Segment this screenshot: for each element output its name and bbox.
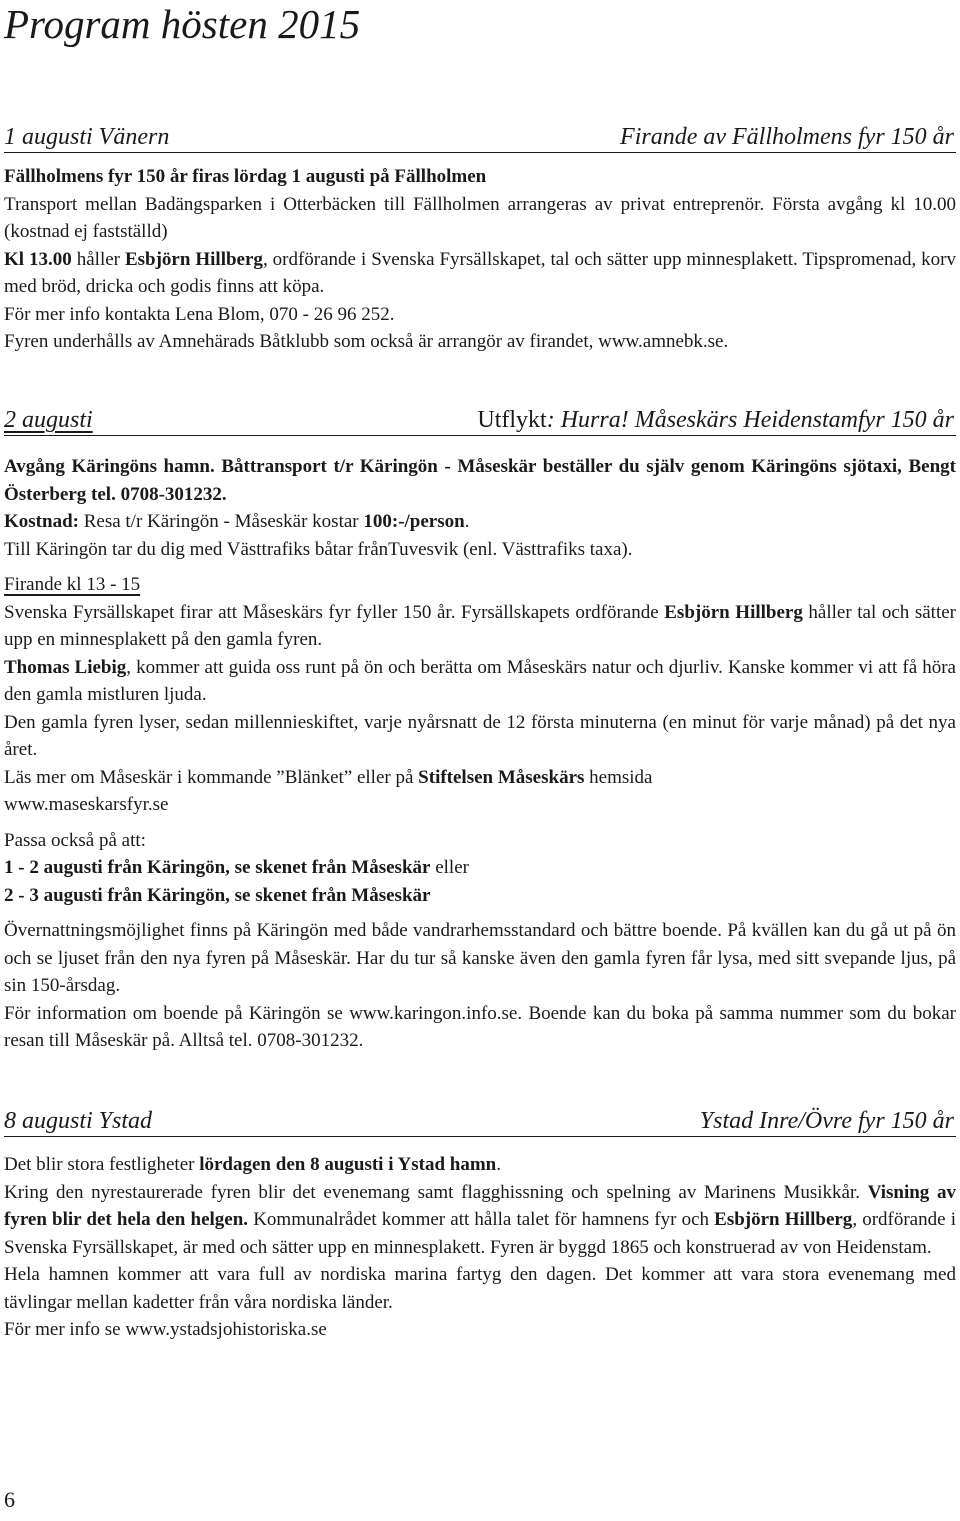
section-ystad — [4, 1106, 956, 1344]
paragraph — [4, 246, 956, 301]
text: eller — [430, 857, 469, 878]
section-body — [4, 1151, 956, 1344]
paragraph: För information om boende på Käringön se www.karingon.info.se. Boende kan du boka på samma nummer som du bokar resan till Måseskär på. Alltså tel. 0708-301232. — [4, 1002, 956, 1051]
bold-text: Kostnad: — [4, 511, 79, 532]
page-number: 6 — [4, 1487, 15, 1512]
section-date: 8 augusti Ystad — [4, 1108, 153, 1134]
paragraph: Passa också på att: — [4, 829, 146, 851]
paragraph — [4, 764, 956, 792]
section-body — [4, 453, 956, 1055]
bold-text: lördagen den 8 augusti i Ystad hamn — [199, 1154, 497, 1175]
paragraph: För mer info se www.ystadsjohistoriska.se — [4, 1319, 327, 1340]
paragraph — [4, 1151, 956, 1179]
paragraph: För mer info kontakta Lena Blom, 070 - 26 96 252. — [4, 303, 395, 325]
spacer — [4, 909, 956, 917]
bold-text: Avgång Käringöns hamn. — [4, 456, 215, 477]
paragraph: Transport mellan Badängsparken i Otterbäcken till Fällholmen arrangeras av privat entreprenör. Första avgång kl 10.00 (kostnad ej fastställd) — [4, 193, 956, 242]
spacer — [4, 563, 956, 571]
text: . — [464, 511, 470, 532]
paragraph — [4, 654, 956, 709]
section-vanern — [4, 122, 956, 356]
paragraph: Hela hamnen kommer att vara full av nordiska marina fartyg den dagen. Det kommer att vara stora evenemang med tävlingar mellan kadetter från våra nordiska länder. — [4, 1264, 956, 1313]
paragraph — [4, 599, 956, 654]
paragraph — [4, 453, 956, 508]
section-event-title: Ystad Inre/Övre fyr 150 år — [699, 1108, 954, 1134]
bold-text: Thomas Liebig — [4, 656, 127, 678]
text: , ordförande i Svenska Fyrsällskapet, tal och sätter upp minnesplakett. Tipspromenad, korv med bröd, dricka och godis finns att köpa. — [4, 248, 956, 297]
document-page — [4, 0, 956, 1521]
section-date: 1 augusti Vänern — [4, 124, 170, 150]
spacer — [4, 819, 956, 827]
section-maseskar — [4, 405, 956, 1055]
text: Kommunalrådet kommer att hålla talet för hamnens fyr och — [248, 1209, 715, 1230]
bold-text: Esbjörn Hillberg — [124, 248, 263, 270]
paragraph: Fyren underhålls av Amnehärads Båtklubb som också är arrangör av firandet, www.amnebk.se. — [4, 331, 729, 352]
text: Svenska Fyrsällskapet firar att Måseskärs fyr fyller 150 år. Fyrsällskapets ordförande — [4, 601, 665, 623]
paragraph: Den gamla fyren lyser, sedan millennieskiftet, varje nyårsnatt de 12 första minuterna (en minut för varje månad) på det nya året. — [4, 711, 956, 760]
bold-text: Visning av fyren blir det hela den helgen. — [4, 1181, 956, 1230]
bold-text: 100:-/person — [363, 511, 465, 532]
text: Utflykt — [477, 407, 547, 433]
section-event-title — [477, 405, 954, 435]
section-event-title: Firande av Fällholmens fyr 150 år — [620, 124, 954, 150]
text: , ordförande i Svenska Fyrsällskapet, är med och sätter upp en minnesplakett. Fyren är byggd 1865 och konstruerad av von Heidenstam. — [4, 1209, 956, 1258]
paragraph — [4, 508, 956, 536]
text: : Hurra! Måseskärs Heidenstamfyr 150 år — [546, 407, 954, 433]
text: Det blir stora festligheter — [4, 1154, 200, 1175]
bold-text: Båttransport t/r Käringön - Måseskär beställer du själv genom Käringöns sjötaxi, Bengt Österberg tel. 0708-301232. — [4, 456, 957, 505]
text: Kring den nyrestaurerade fyren blir det evenemang samt flagghissning och spelning av Marinens Musikkår. — [4, 1181, 868, 1203]
bold-text: 1 - 2 augusti från Käringön, se skenet från Måseskär — [4, 857, 431, 878]
bold-text: Stiftelsen Måseskärs — [418, 766, 585, 788]
text: hemsida — [584, 766, 653, 788]
paragraph — [4, 1179, 956, 1262]
text: Läs mer om Måseskär i kommande ”Blänket” eller på — [4, 766, 419, 788]
text: . — [496, 1154, 501, 1175]
text: , kommer att guida oss runt på ön och berätta om Måseskärs natur och djurliv. Kanske kommer vi att få höra den gamla mistluren ljuda. — [4, 656, 956, 705]
page-title: Program hösten 2015 — [4, 1, 361, 47]
link-text: www.maseskarsfyr.se — [4, 794, 169, 815]
paragraph: 2 - 3 augusti från Käringön, se skenet från Måseskär — [4, 884, 431, 906]
text: Resa t/r Käringön - Måseskär kostar — [78, 511, 364, 532]
paragraph: Till Käringön tar du dig med Västtrafiks båtar frånTuvesvik (enl. Västtrafiks taxa). — [4, 538, 633, 560]
bold-text: Kl 13.00 — [4, 248, 72, 270]
section-header — [4, 122, 956, 153]
text: håller — [71, 248, 125, 270]
paragraph: Fällholmens fyr 150 år firas lördag 1 augusti på Fällholmen — [4, 166, 487, 187]
bold-text: Esbjörn Hillberg — [714, 1209, 853, 1230]
bold-text: Esbjörn Hillberg — [664, 601, 803, 623]
paragraph — [4, 854, 956, 882]
section-date: 2 augusti — [4, 407, 93, 433]
section-header — [4, 1106, 956, 1137]
section-header — [4, 405, 956, 436]
text: håller tal och sätter upp en minnesplakett på den gamla fyren. — [4, 601, 956, 650]
section-body — [4, 163, 956, 356]
subheading: Firande kl 13 - 15 — [4, 574, 141, 595]
paragraph: Övernattningsmöjlighet finns på Käringön med både vandrarhemsstandard och bättre boende. På kvällen kan du gå ut på ön och se ljuset från den nya fyren på Måseskär. Har du tur så kanske även den gamla fyren får lysa, med sitt svepande ljus, på sin 150-årsdag. — [4, 920, 956, 996]
